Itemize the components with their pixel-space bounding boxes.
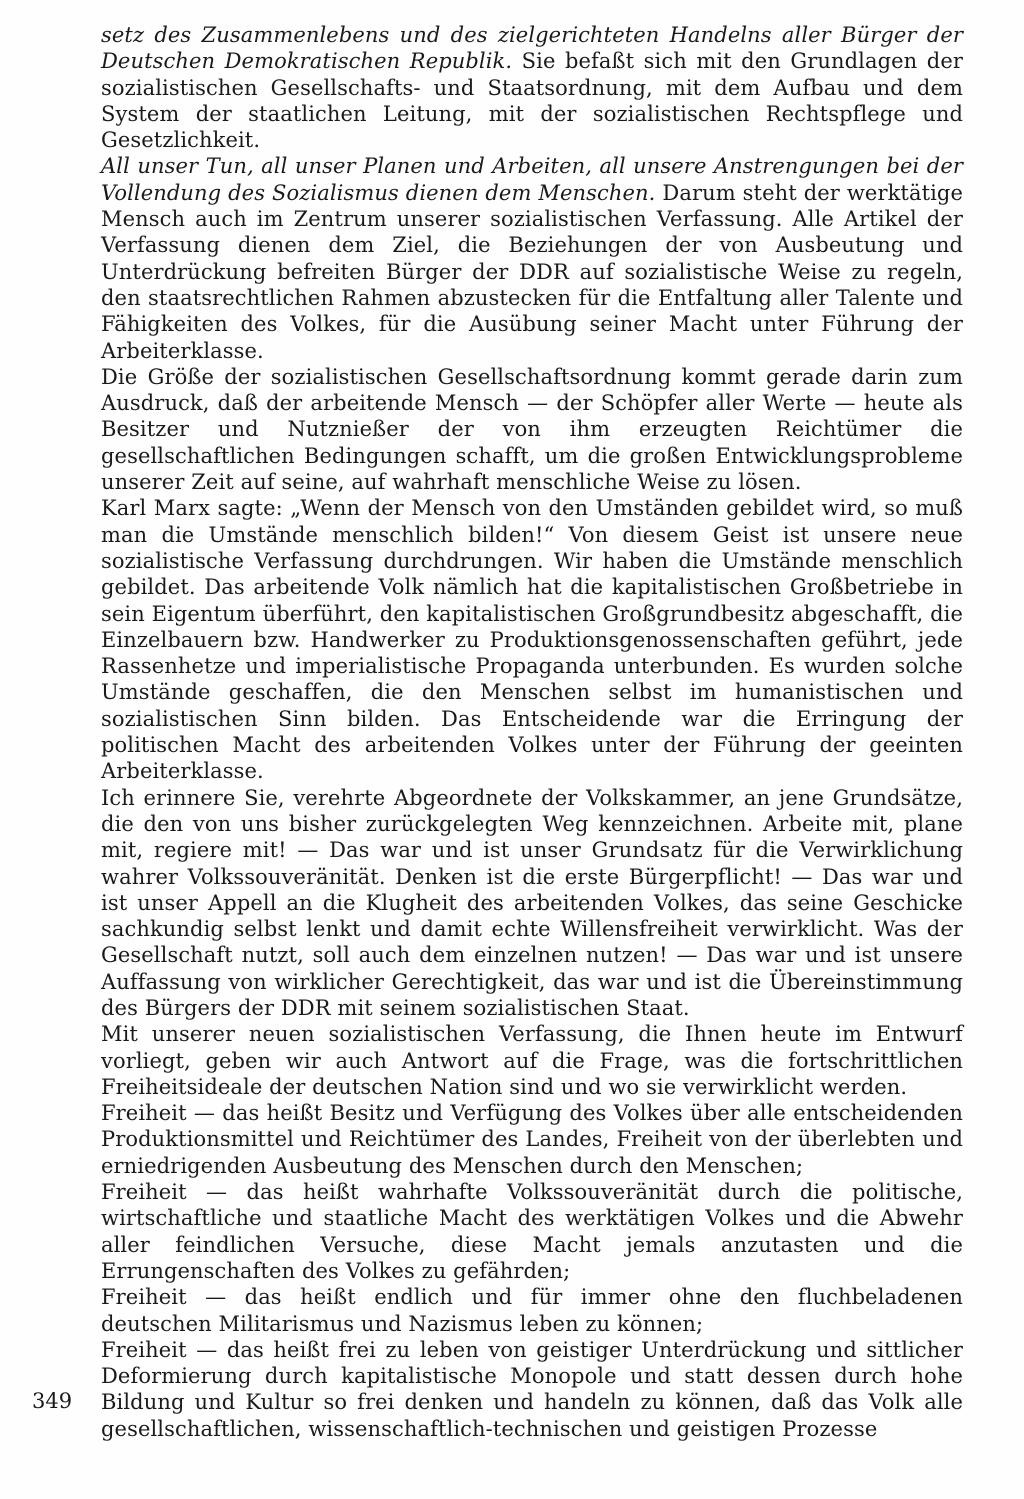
- paragraph-1-italic: setz des Zusammenlebens und des zielgerichteten Handelns aller Bürger der Deutschen Demokratischen Republik.: [101, 23, 963, 74]
- page-number: 349: [32, 1389, 73, 1413]
- paragraph-1-text: Sie befaßt sich mit den Grundlagen der sozialistischen Gesellschafts- und Staatsordnung, mit dem Aufbau und dem System der staatlichen Leitung, mit der sozialistischen Rechtspflege und Gesetzlichkeit.: [101, 49, 963, 153]
- paragraph-10: Freiheit — das heißt frei zu leben von geistiger Unterdrückung und sittlicher Deformierung durch kapitalistische Monopole und statt dessen durch hohe Bildung und Kultur so frei denken und handeln zu können, daß das Volk alle gesellschaftlichen, wissenschaftlich-technischen und geistigen Prozesse: [101, 1337, 963, 1441]
- body-text: [101, 22, 963, 1442]
- paragraph-9: Freiheit — das heißt endlich und für immer ohne den fluchbeladenen deutschen Militarismus und Nazismus leben zu können;: [101, 1285, 963, 1336]
- paragraph-1: [101, 22, 963, 153]
- paragraph-2: [101, 153, 963, 363]
- paragraph-6: Mit unserer neuen sozialistischen Verfassung, die Ihnen heute im Entwurf vorliegt, geben wir auch Antwort auf die Frage, was die fortschrittlichen Freiheitsideale der deutschen Nation sind und wo sie verwirklicht werden.: [101, 1022, 963, 1099]
- paragraph-8: Freiheit — das heißt wahrhafte Volkssouveränität durch die politische, wirtschaftliche und staatliche Macht des werktätigen Volkes und die Abwehr aller feindlichen Versuche, diese Macht jemals anzutasten und die Errungenschaften des Volkes zu gefährden;: [101, 1180, 963, 1283]
- paragraph-3: Die Größe der sozialistischen Gesellschaftsordnung kommt gerade darin zum Ausdruck, daß der arbeitende Mensch — der Schöpfer aller Werte — heute als Besitzer und Nutznießer der von ihm erzeugten Reichtümer die gesellschaftlichen Bedingungen schafft, um die großen Entwicklungsprobleme unserer Zeit auf seine, auf wahrhaft menschliche Weise zu lösen.: [101, 364, 963, 495]
- paragraph-5: Ich erinnere Sie, verehrte Abgeordnete der Volkskammer, an jene Grundsätze, die den von uns bisher zurückgelegten Weg kennzeichnen. Arbeite mit, plane mit, regiere mit! — Das war und ist unser Grundsatz für die Verwirklichung wahrer Volkssouveränität. Denken ist die erste Bürgerpflicht! — Das war und ist unser Appell an die Klugheit des arbeitenden Volkes, das seine Geschicke sachkundig selbst lenkt und damit echte Willensfreiheit verwirklicht. Was der Gesellschaft nutzt, soll auch dem einzelnen nutzen! — Das war und ist unsere Auffassung von wirklicher Gerechtigkeit, das war und ist die Übereinstimmung des Bürgers der DDR mit seinem sozialistischen Staat.: [101, 785, 963, 1020]
- paragraph-2-italic: All unser Tun, all unser Planen und Arbeiten, all unsere Anstrengungen bei der Vollendung des Sozialismus dienen dem Menschen.: [101, 154, 963, 205]
- paragraph-4: Karl Marx sagte: „Wenn der Mensch von den Umständen gebildet wird, so muß man die Umstände menschlich bilden!“ Von diesem Geist ist unsere neue sozialistische Verfassung durchdrungen. Wir haben die Umstände menschlich gebildet. Das arbeitende Volk nämlich hat die kapitalistischen Großbetriebe in sein Eigentum überführt, den kapitalistischen Großgrundbesitz abgeschafft, die Einzelbauern bzw. Handwerker zu Produktionsgenossenschaften geführt, jede Rassenhetze und imperialistische Propaganda unterbunden. Es wurden solche Umstände geschaffen, die den Menschen selbst im humanistischen und sozialistischen Sinn bilden. Das Entscheidende war die Erringung der politischen Macht des arbeitenden Volkes unter der Führung der geeinten Arbeiterklasse.: [101, 496, 963, 784]
- paragraph-7: Freiheit — das heißt Besitz und Verfügung des Volkes über alle entscheidenden Produktionsmittel und Reichtümer des Landes, Freiheit von der überlebten und erniedrigenden Ausbeutung des Menschen durch den Menschen;: [101, 1101, 963, 1178]
- paragraph-2-text: Darum steht der werktätige Mensch auch im Zentrum unserer sozialistischen Verfassung. Alle Artikel der Verfassung dienen dem Ziel, die Beziehungen der von Ausbeutung und Unterdrückung befreiten Bürger der DDR auf sozialistische Weise zu regeln, den staatsrechtlichen Rahmen abzustecken für die Entfaltung aller Talente und Fähigkeiten des Volkes, für die Ausübung seiner Macht unter Führung der Arbeiterklasse.: [101, 180, 963, 363]
